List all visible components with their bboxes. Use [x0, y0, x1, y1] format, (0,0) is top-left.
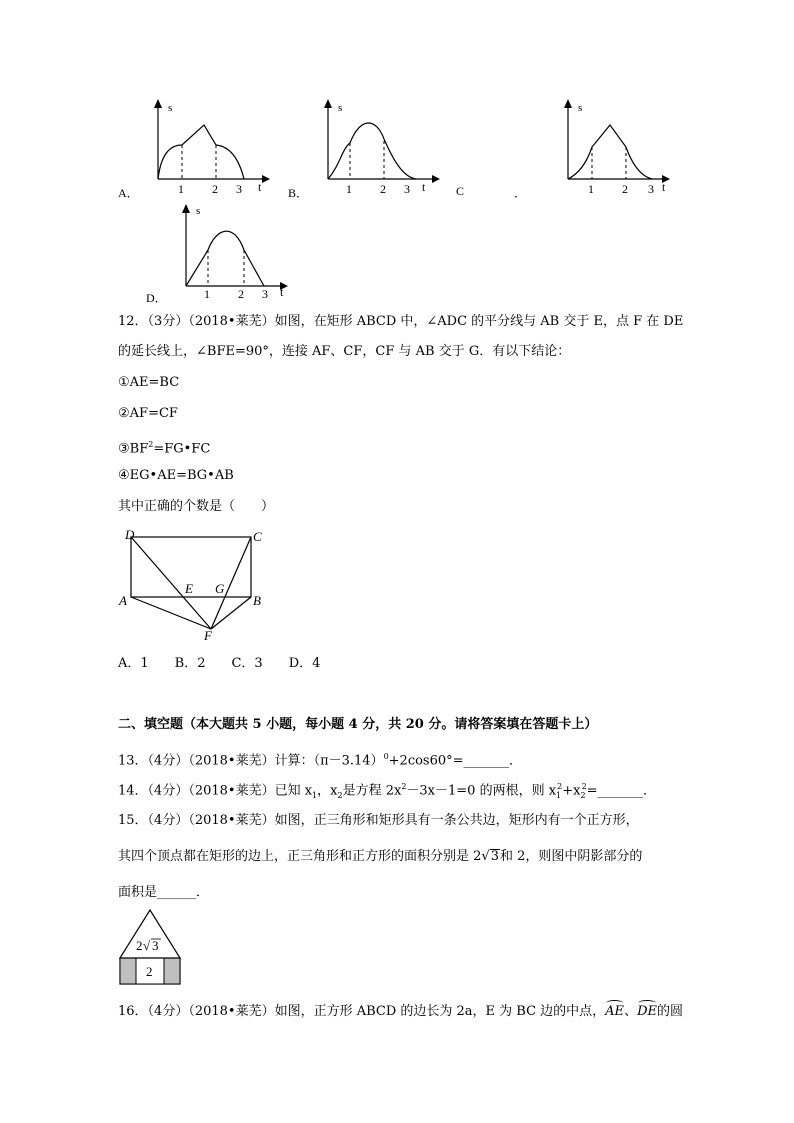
- section2-title: 二、填空题（本大题共 5 小题，每小题 4 分，共 20 分。请将答案填在答题卡上）: [118, 717, 598, 732]
- svg-text:2: 2: [238, 287, 244, 300]
- svg-text:2: 2: [212, 182, 218, 195]
- q12-conclusion-4: ④EG•AE=BG•AB: [118, 468, 234, 483]
- q12-conclusion-2: ②AF=CF: [118, 406, 178, 421]
- vertex-b: B: [253, 593, 261, 608]
- vertex-d: D: [125, 527, 135, 542]
- svg-text:1: 1: [204, 287, 210, 300]
- q15-line3: 面积是______．: [118, 885, 210, 900]
- q12-figure: [115, 525, 275, 643]
- label-c-dot: ．: [514, 186, 527, 200]
- s-label: s: [168, 102, 173, 114]
- q13: 13．（4分）（2018•莱芜）计算：$(\pi-3.14)^0+2\cos 60^\circ=\_\_\_\_\_\_\_$．: [118, 752, 523, 769]
- svg-text:1: 1: [346, 182, 352, 195]
- svg-text:3: 3: [404, 182, 410, 195]
- svg-text:3: 3: [262, 287, 268, 300]
- q15-figure: [116, 908, 186, 988]
- svg-text:t: t: [662, 180, 666, 194]
- svg-text:1: 1: [588, 182, 594, 195]
- svg-text:√: √: [143, 938, 151, 953]
- point-e: E: [185, 581, 193, 596]
- label-a: A．: [118, 186, 139, 200]
- triangle-area-coef: 2: [136, 938, 143, 953]
- graph-a: [140, 95, 280, 195]
- label-b: B．: [288, 186, 309, 200]
- q15-line1: 15．（4分）（2018•莱芜）如图，正三角形和矩形具有一条公共边，矩形内有一个正方形，: [118, 813, 639, 828]
- svg-text:3: 3: [236, 182, 242, 195]
- svg-text:s: s: [338, 102, 343, 114]
- graph-d: [168, 198, 298, 300]
- q12-question: 其中正确的个数是（ ）: [118, 499, 275, 514]
- triangle-area-root: 3: [152, 938, 159, 953]
- graph-b: [310, 95, 450, 195]
- svg-text:2: 2: [622, 182, 628, 195]
- svg-text:1: 1: [178, 182, 184, 195]
- graph-c: [550, 95, 680, 195]
- svg-text:t: t: [258, 180, 262, 194]
- q12-conclusion-3: $③BF^2=FG•FC$: [118, 440, 211, 457]
- q14: 14．（4分）（2018•莱芜）已知 $x_1$，$x_2$是方程 $2x^2-3x-1=0$ 的两根，则 $x_1^2+x_2^2=\_\_\_\_\_\_\_$．: [118, 782, 657, 800]
- label-c: C: [456, 184, 465, 198]
- svg-text:s: s: [196, 205, 201, 217]
- svg-text:3: 3: [648, 182, 654, 195]
- q15-line2: 其四个顶点都在矩形的边上，正三角形和正方形的面积分别是 2√3和 2，则图中阴影部分的: [118, 849, 643, 864]
- q12-line2: 的延长线上，∠BFE=90°，连接 AF、CF，CF 与 AB 交于 G．有以下结论：: [118, 344, 571, 359]
- label-d: D．: [146, 291, 167, 305]
- square-area-label: 2: [146, 964, 153, 979]
- vertex-a: A: [119, 593, 127, 608]
- q16: 16．（4分）（2018•莱芜）如图，正方形 ABCD 的边长为 2a，E 为 BC 边的中点，AE、DE的圆: [118, 1004, 684, 1019]
- arc-de: DE: [637, 1004, 657, 1019]
- svg-text:2: 2: [380, 182, 386, 195]
- svg-text:t: t: [422, 180, 426, 194]
- q12-line1: 12．（3分）（2018•莱芜）如图，在矩形 ABCD 中，∠ADC 的平分线与 AB 交于 E，点 F 在 DE: [118, 314, 684, 329]
- q12-conclusion-1: ①AE=BC: [118, 375, 180, 390]
- svg-text:s: s: [578, 102, 583, 114]
- arc-ae: AE: [605, 1004, 625, 1019]
- vertex-c: C: [253, 529, 262, 544]
- q12-options: A．1 B．2 C．3 D．4: [118, 656, 321, 671]
- point-f: F: [204, 628, 212, 643]
- point-g: G: [215, 581, 225, 596]
- svg-text:t: t: [280, 285, 284, 299]
